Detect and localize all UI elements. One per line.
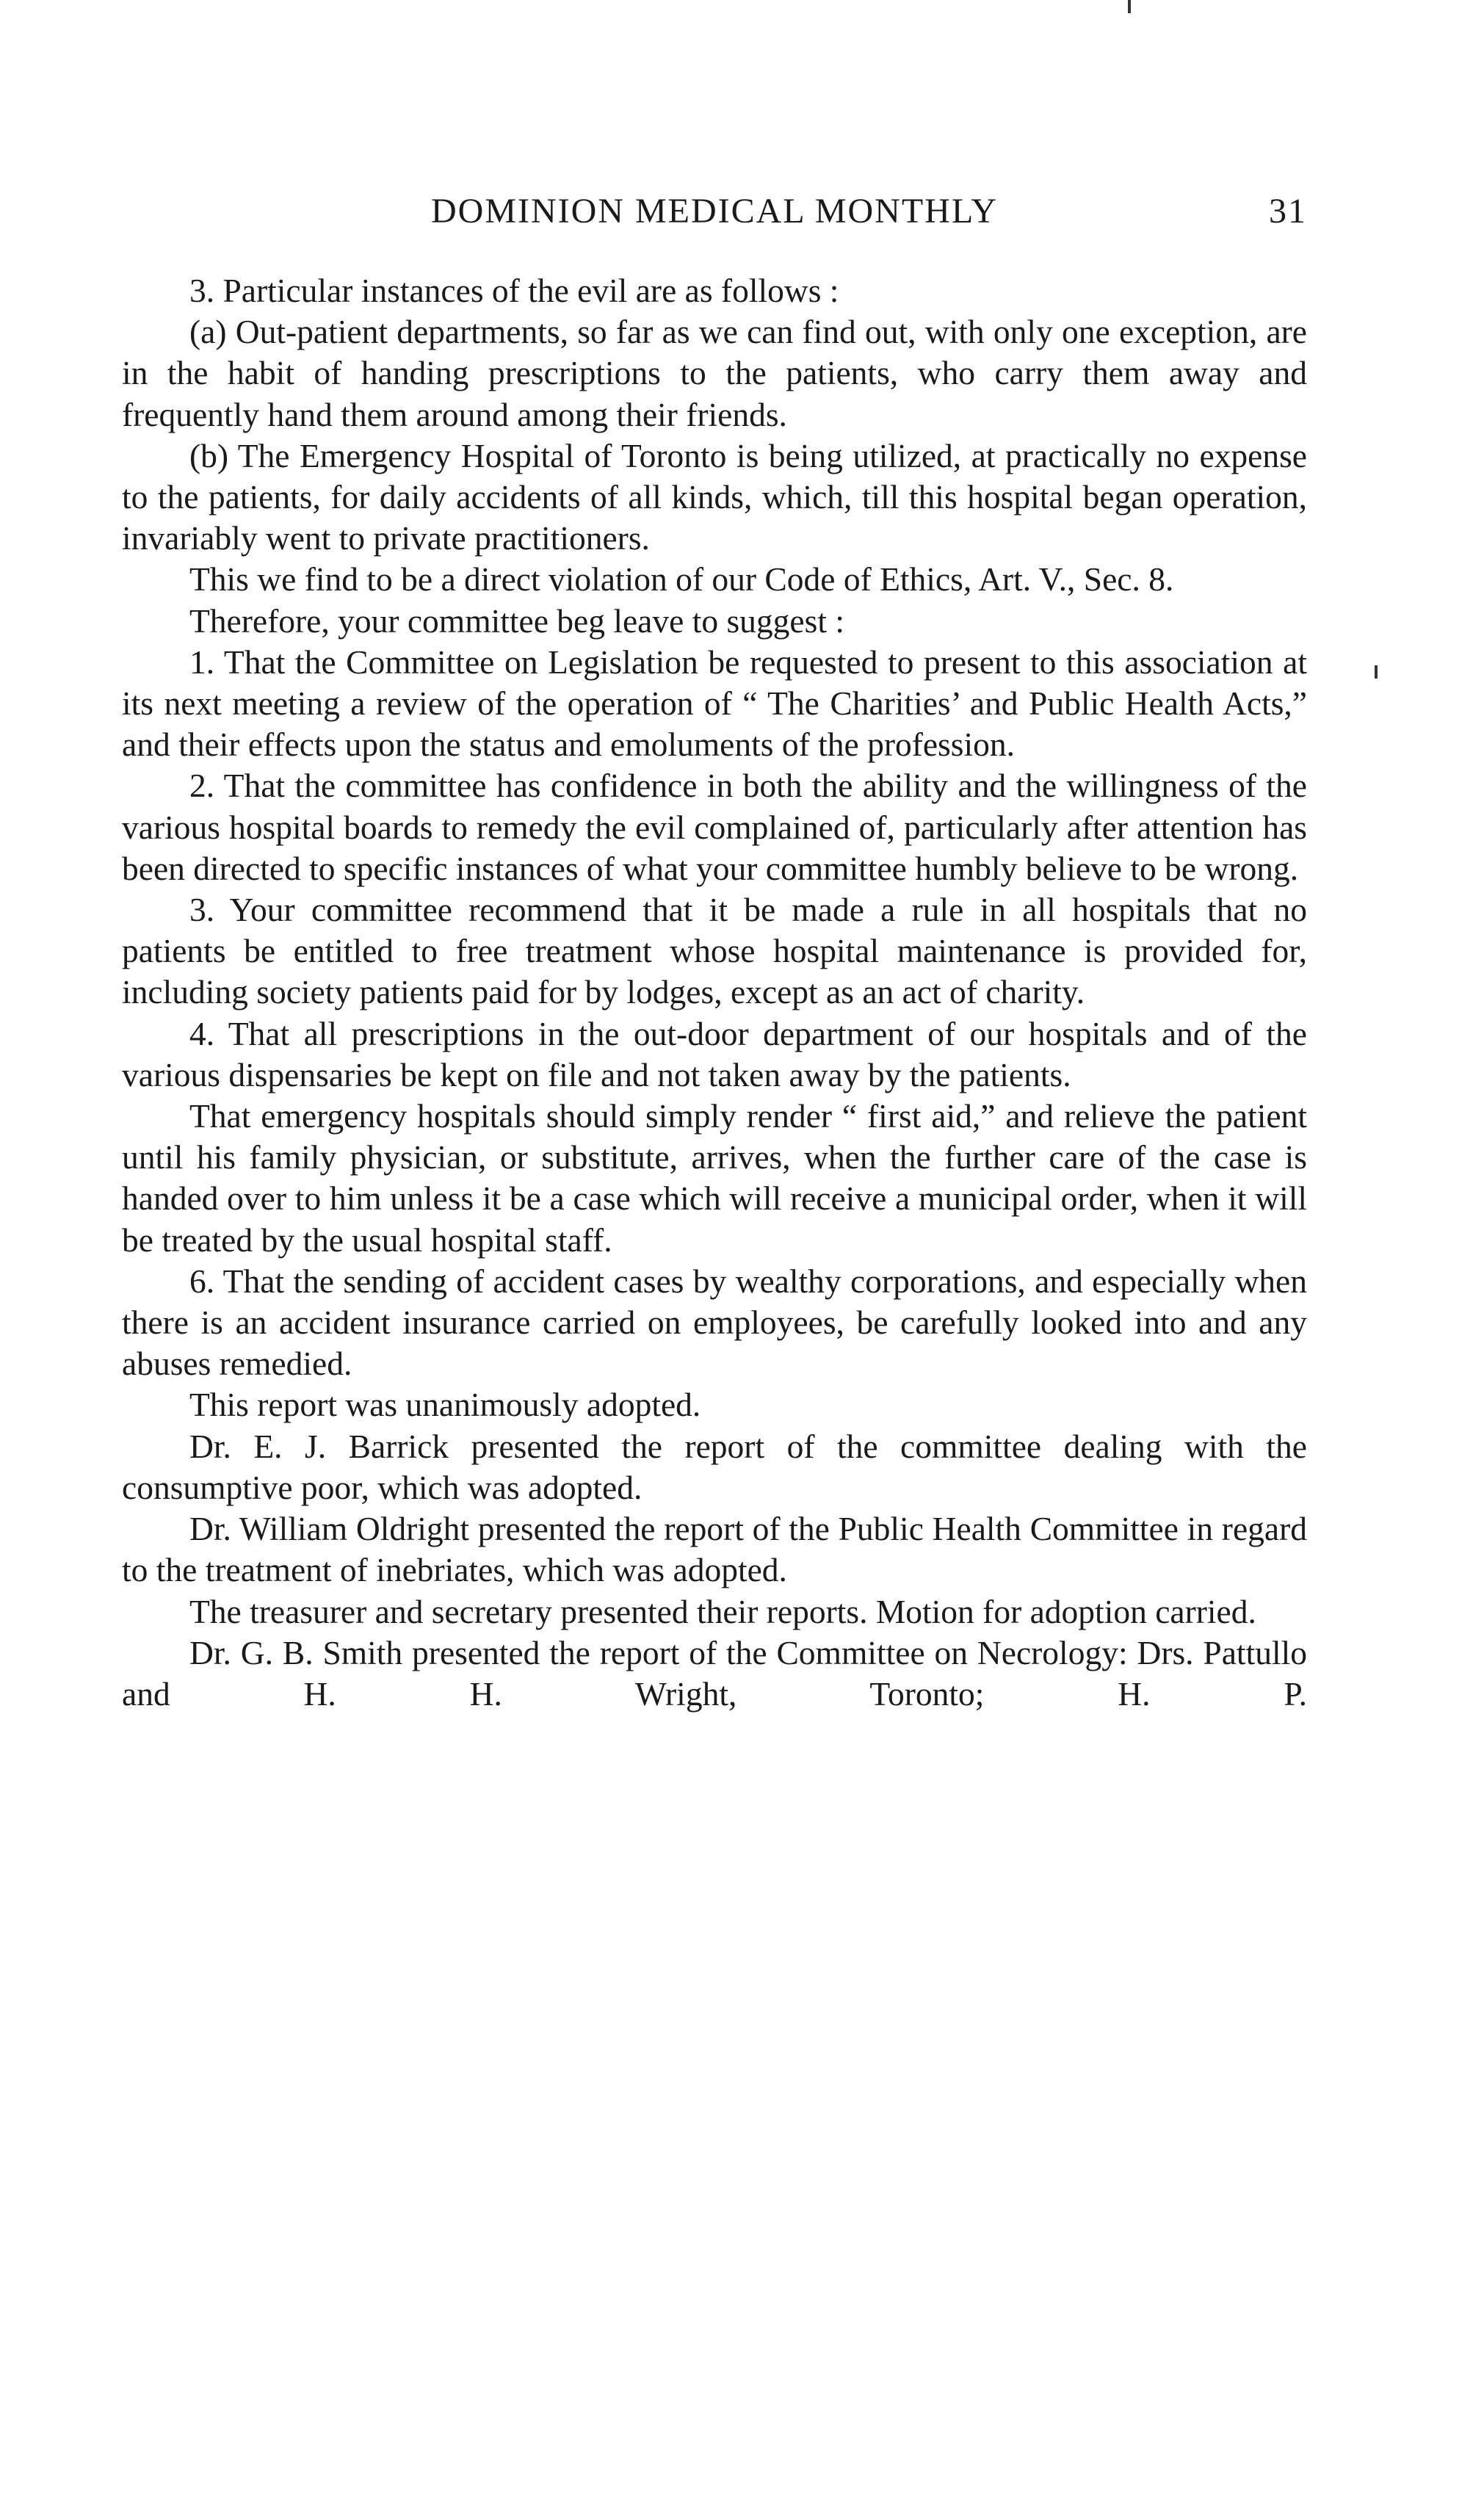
print-speck — [1375, 665, 1378, 679]
page-number: 31 — [1269, 192, 1307, 231]
paragraph-suggest: Therefore, your committee beg leave to suggest : — [189, 601, 844, 640]
paragraph-necrology: Dr. G. B. Smith presented the report of the Committee on Necrology: Drs. Pattullo and H. H. Wright, Toronto; H. P. — [122, 1633, 1307, 1713]
paragraph-emergency-hospital: (b) The Emergency Hospital of Toronto is being utilized, at practically no expense to the patients, for daily accidents of all kinds, which, till this hospital began operation, invariably went to private practitioners. — [122, 436, 1307, 557]
article-body — [122, 270, 1307, 1715]
paragraph-barrick: Dr. E. J. Barrick presented the report of the committee dealing with the consumptive poor, which was adopted. — [122, 1427, 1307, 1506]
paragraph-suggestion-3: 3. Your committee recommend that it be made a rule in all hospitals that no patients be entitled to free treatment whose hospital maintenance is provided for, including society patients paid for by lodges, except as an act of charity. — [122, 891, 1307, 1011]
paragraph-suggestion-1: 1. That the Committee on Legislation be requested to present to this association at its next meeting a review of the operation of “ The Charities’ and Public Health Acts,” and their effects upon the status and emoluments of the profession. — [122, 643, 1307, 764]
paragraph-outpatient: (a) Out-patient departments, so far as we can find out, with only one exception, are in the habit of handing prescriptions to the patients, who carry them away and frequently hand them around among their friends. — [122, 313, 1307, 433]
paragraph-report-adopted: This report was unanimously adopted. — [189, 1386, 701, 1424]
document-page — [122, 191, 1307, 1715]
paragraph-evil-instances: 3. Particular instances of the evil are as follows : — [189, 272, 839, 309]
paragraph-suggestion-4: 4. That all prescriptions in the out-door department of our hospitals and of the various dispensaries be kept on file and not taken away by the patients. — [122, 1014, 1307, 1093]
paragraph-first-aid: That emergency hospitals should simply render “ first aid,” and relieve the patient until his family physician, or substitute, arrives, when the further care of the case is handed over to him unless it be a case which will receive a municipal order, when it will be treated by the usual hospital staff. — [122, 1097, 1307, 1259]
print-speck — [1128, 0, 1131, 13]
page-header — [122, 191, 1307, 242]
paragraph-ethics-violation: This we find to be a direct violation of our Code of Ethics, Art. V., Sec. 8. — [189, 560, 1174, 599]
paragraph-suggestion-2: 2. That the committee has confidence in both the ability and the willingness of the various hospital boards to remedy the evil complained of, particularly after attention has been directed to specific instances of what your committee humbly believe to be wrong. — [122, 767, 1307, 887]
paragraph-suggestion-6: 6. That the sending of accident cases by wealthy corporations, and especially when there is an accident insurance carried on employees, be carefully looked into and any abuses remedied. — [122, 1262, 1307, 1383]
paragraph-oldright: Dr. William Oldright presented the report of the Public Health Committee in regard to the treatment of inebriates, which was adopted. — [122, 1510, 1307, 1589]
running-title: DOMINION MEDICAL MONTHLY — [430, 192, 998, 231]
paragraph-treasurer: The treasurer and secretary presented their reports. Motion for adoption carried. — [189, 1592, 1256, 1630]
